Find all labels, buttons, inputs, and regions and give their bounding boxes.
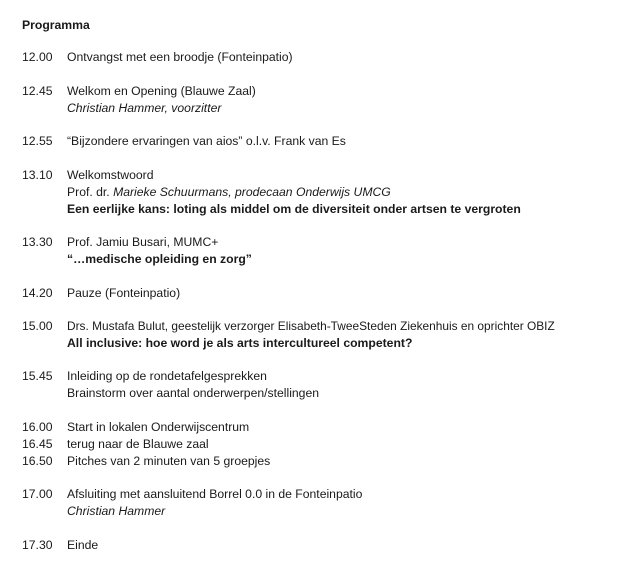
program-item-1650 bbox=[22, 453, 628, 470]
item-title: Ontvangst met een broodje (Fonteinpatio) bbox=[67, 50, 293, 64]
program-item-1545 bbox=[22, 368, 628, 402]
item-title: Welkomstwoord bbox=[67, 168, 154, 182]
item-time: 16.45 bbox=[22, 437, 53, 451]
item-time: 13.10 bbox=[22, 168, 53, 182]
item-time: 12.00 bbox=[22, 50, 53, 64]
item-title: Afsluiting met aansluitend Borrel 0.0 in de Fonteinpatio bbox=[67, 487, 363, 501]
item-time: 12.45 bbox=[22, 84, 53, 98]
item-speaker: Marieke Schuurmans, prodecaan Onderwijs UMCG bbox=[113, 185, 391, 199]
item-title: Start in lokalen Onderwijscentrum bbox=[67, 420, 250, 434]
item-talk-title: “…medische opleiding en zorg” bbox=[67, 252, 252, 266]
program-heading: Programma bbox=[22, 18, 90, 32]
program-item-1420 bbox=[22, 285, 628, 302]
program-item-1200 bbox=[22, 49, 628, 66]
item-time: 13.30 bbox=[22, 235, 53, 249]
item-title: Drs. Mustafa Bulut, geestelijk verzorger Elisabeth-TweeSteden Ziekenhuis en oprichter OBIZ bbox=[67, 319, 555, 333]
item-subtitle: Brainstorm over aantal onderwerpen/stellingen bbox=[67, 386, 320, 400]
program-item-1255 bbox=[22, 133, 628, 150]
item-speaker-prefix: Prof. dr. bbox=[67, 185, 114, 199]
program-item-1310 bbox=[22, 167, 628, 218]
item-time: 16.00 bbox=[22, 420, 53, 434]
program-item-1730 bbox=[22, 537, 628, 554]
item-time: 15.45 bbox=[22, 369, 53, 383]
program-item-1330 bbox=[22, 234, 628, 268]
item-title: terug naar de Blauwe zaal bbox=[67, 437, 209, 451]
item-time: 12.55 bbox=[22, 134, 53, 148]
item-title: Inleiding op de rondetafelgesprekken bbox=[67, 369, 267, 383]
item-time: 16.50 bbox=[22, 454, 53, 468]
item-speaker: Christian Hammer, voorzitter bbox=[67, 101, 222, 115]
item-title: Prof. Jamiu Busari, MUMC+ bbox=[67, 235, 219, 249]
item-talk-title: Een eerlijke kans: loting als middel om de diversiteit onder artsen te vergroten bbox=[67, 202, 521, 216]
program-item-1500 bbox=[22, 318, 628, 352]
item-title: Welkom en Opening (Blauwe Zaal) bbox=[67, 84, 256, 98]
program-item-1600 bbox=[22, 419, 628, 436]
item-time: 14.20 bbox=[22, 286, 53, 300]
program-item-1245 bbox=[22, 83, 628, 117]
item-speaker: Christian Hammer bbox=[67, 504, 166, 518]
program-item-1645 bbox=[22, 436, 628, 453]
item-time: 17.00 bbox=[22, 487, 53, 501]
item-title: Einde bbox=[67, 538, 99, 552]
program-item-1700 bbox=[22, 486, 628, 520]
item-title: “Bijzondere ervaringen van aios” o.l.v. Frank van Es bbox=[67, 134, 346, 148]
item-talk-title: All inclusive: hoe word je als arts intercultureel competent? bbox=[67, 336, 413, 350]
item-title: Pitches van 2 minuten van 5 groepjes bbox=[67, 454, 271, 468]
item-time: 17.30 bbox=[22, 538, 53, 552]
item-time: 15.00 bbox=[22, 319, 53, 333]
item-title: Pauze (Fonteinpatio) bbox=[67, 286, 181, 300]
